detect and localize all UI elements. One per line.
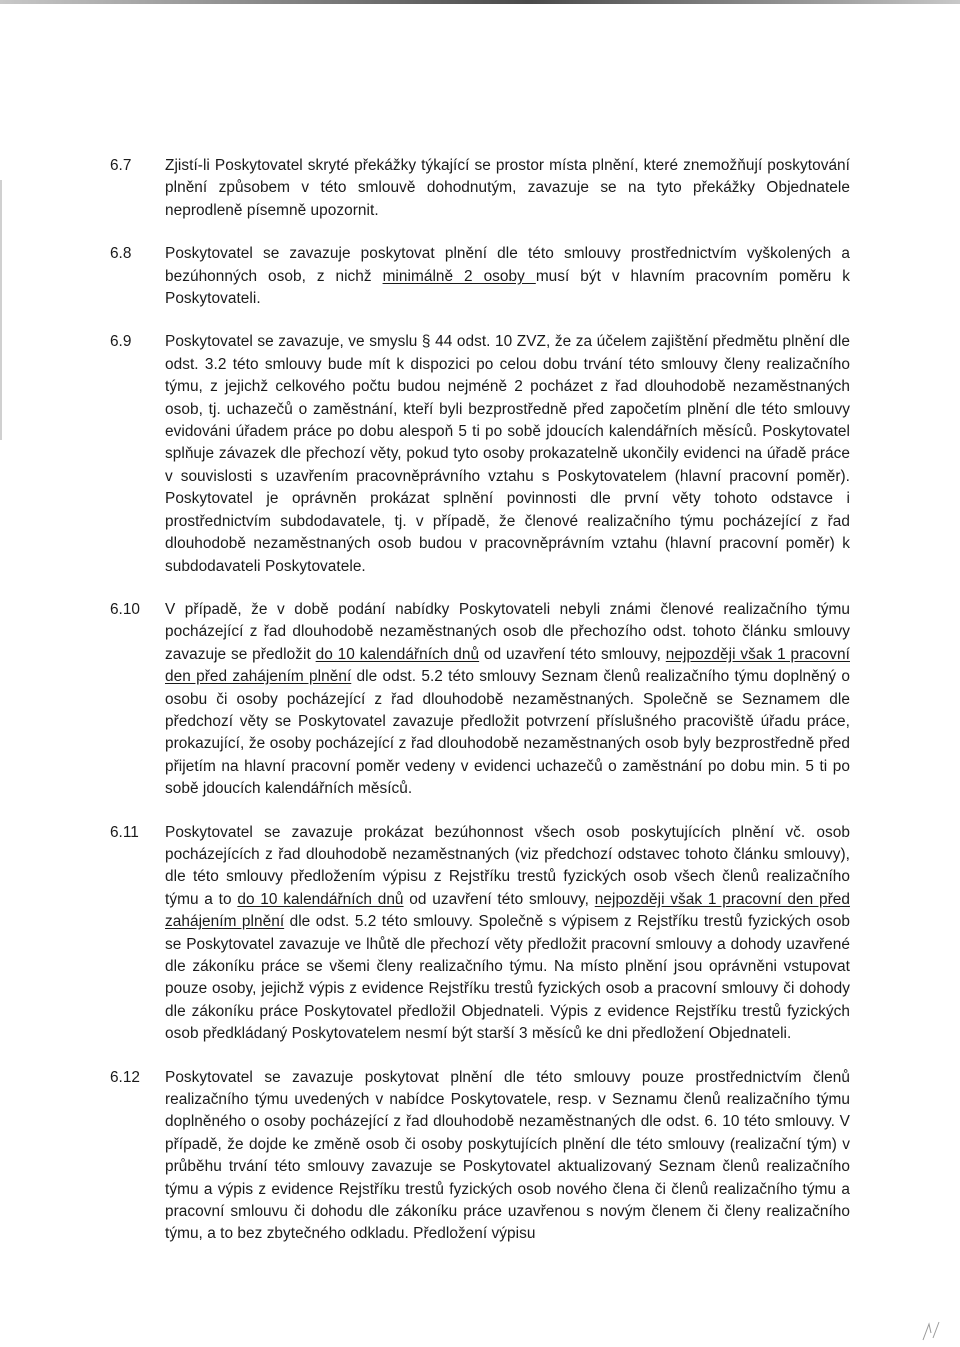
section-text: Poskytovatel se zavazuje, ve smyslu § 44 odst. 10 ZVZ, že za účelem zajištění předmětu plnění dle odst. 3.2 této smlouvy bude mít k dispozici po celou dobu trvání této smlouvy členy realizačního týmu, z jejichž celkového počtu budou nejméně 2 pocházet z řad dlouhodobě nezaměstnaných osob, tj. uchazečů o zaměstnání, kteří byli bezprostředně před započetím plnění dle této smlouvy evidováni úřadem práce po dobu alespoň 5 ti po sobě jdoucích kalendářních měsíců. Poskytovatel splňuje závazek dle přechozí věty, pokud tyto osoby prokazatelně ukončily evidenci na úřadě práce v souvislosti s uzavřením pracovněprávního vztahu s Poskytovatelem (hlavní pracovní poměr). Poskytovatel je oprávněn prokázat splnění povinnosti dle první věty tohoto odstavce i prostřednictvím subdodavatele, tj. v případě, že členové realizačního týmu pocházející z řad dlouhodobě nezaměstnaných osob budou v pracovněprávním vztahu (hlavní pracovní poměr) k subdodavateli Poskytovatele.	[165, 333, 850, 575]
underlined-requirement: minimálně 2 osoby	[382, 267, 536, 285]
section-number: 6.12	[110, 1068, 140, 1086]
handwritten-initials-mark	[920, 1318, 942, 1342]
section-text: Poskytovatel se zavazuje poskytovat plnění dle této smlouvy prostřednictvím vyškolených a bezúhonných osob, z nichž minimálně 2 osoby musí být v hlavním pracovním poměru k Poskytovateli.	[165, 245, 850, 308]
underlined-deadline: nejpozději však 1 pracovní den před zahájením plnění	[165, 890, 850, 931]
underlined-deadline: nejpozději však 1 pracovní den před zahájením plnění	[165, 645, 850, 686]
section-number: 6.7	[110, 157, 132, 174]
section-6-9	[110, 331, 850, 577]
section-6-7	[110, 155, 850, 222]
section-6-8	[110, 243, 850, 310]
section-number: 6.10	[110, 600, 140, 618]
section-text: Poskytovatel se zavazuje poskytovat plnění dle této smlouvy pouze prostřednictvím členů realizačního týmu uvedených v nabídce Poskytovatele, resp. v Seznamu členů realizačního týmu doplněného o osoby pocházející z řad dlouhodobě nezaměstnaných dle odst. 6. 10 této smlouvy. V případě, že dojde ke změně osob či osoby poskytujících plnění dle této smlouvy (realizační tým) v průběhu trvání této smlouvy zavazuje se Poskytovatel aktualizovaný Seznam členů realizačního týmu a výpis z evidence Rejstříku trestů fyzických osob nového člena či členů realizačního týmu a pracovní smlouvu či dohodu dle zákoníku práce uzavřenou s novým členem či členy realizačního týmu, a to bez zbytečného odkladu. Předložení výpisu	[165, 1068, 850, 1243]
section-text: V případě, že v době podání nabídky Poskytovateli nebyli známi členové realizačního týmu pocházející z řad dlouhodobě nezaměstnaných osob dle přechozího odst. tohoto článku smlouvy zavazuje se předložit do 10 kalendářních dnů od uzavření této smlouvy, nejpozději však 1 pracovní den před zahájením plnění dle odst. 5.2 této smlouvy Seznam členů realizačního týmu doplněný o osobu či osoby pocházející z řad dlouhodobě nezaměstnaných. Společně se Seznamem dle předchozí věty se Poskytovatel zavazuje předložit potvrzení příslušného pracoviště úřadu práce, prokazující, že osoby pocházející z řad dlouhodobě nezaměstnaných osob byly bezprostředně před přijetím na hlavní pracovní poměr vedeny v evidenci uchazečů o zaměstnání po dobu min. 5 ti po sobě jdoucích kalendářních měsíců.	[165, 600, 850, 798]
section-number: 6.9	[110, 333, 132, 351]
section-number: 6.11	[110, 823, 139, 841]
section-6-11	[110, 822, 850, 1046]
document-page	[110, 155, 850, 1267]
section-6-10	[110, 599, 850, 801]
section-6-12	[110, 1067, 850, 1246]
scan-top-edge	[0, 0, 960, 4]
section-number: 6.8	[110, 245, 132, 263]
scan-left-edge	[0, 180, 2, 440]
section-text: Poskytovatel se zavazuje prokázat bezúhonnost všech osob poskytujících plnění vč. osob pocházejících z řad dlouhodobě nezaměstnaných (viz předchozí odstavec tohoto článku smlouvy), dle této smlouvy předložením výpisu z Rejstříku trestů fyzických osob všech členů realizačního týmu a to do 10 kalendářních dnů od uzavření této smlouvy, nejpozději však 1 pracovní den před zahájením plnění dle odst. 5.2 této smlouvy. Společně s výpisem z Rejstříku trestů fyzických osob se Poskytovatel zavazuje ve lhůtě dle přechozí věty předložit pracovní smlouvy a dohody uzavřené dle zákoníku práce se všemi členy realizačního týmu. Na místo plnění jsou oprávněni vstupovat pouze osoby, jejichž výpis z evidence Rejstříku trestů fyzických osob a pracovní smlouvy či dohody dle zákoníku práce Poskytovatel předložil Objednateli. Výpis z evidence Rejstříku trestů fyzických osob předkládaný Poskytovatelem nesmí být starší 3 měsíců ke dni předložení Objednateli.	[165, 823, 850, 1043]
section-text: Zjistí-li Poskytovatel skryté překážky týkající se prostor místa plnění, které znemožňují poskytování plnění způsobem v této smlouvě dohodnutým, zavazuje se na tyto překážky Objednatele neprodleně písemně upozornit.	[165, 157, 850, 219]
underlined-deadline: do 10 kalendářních dnů	[315, 645, 480, 663]
underlined-deadline: do 10 kalendářních dnů	[237, 890, 404, 908]
